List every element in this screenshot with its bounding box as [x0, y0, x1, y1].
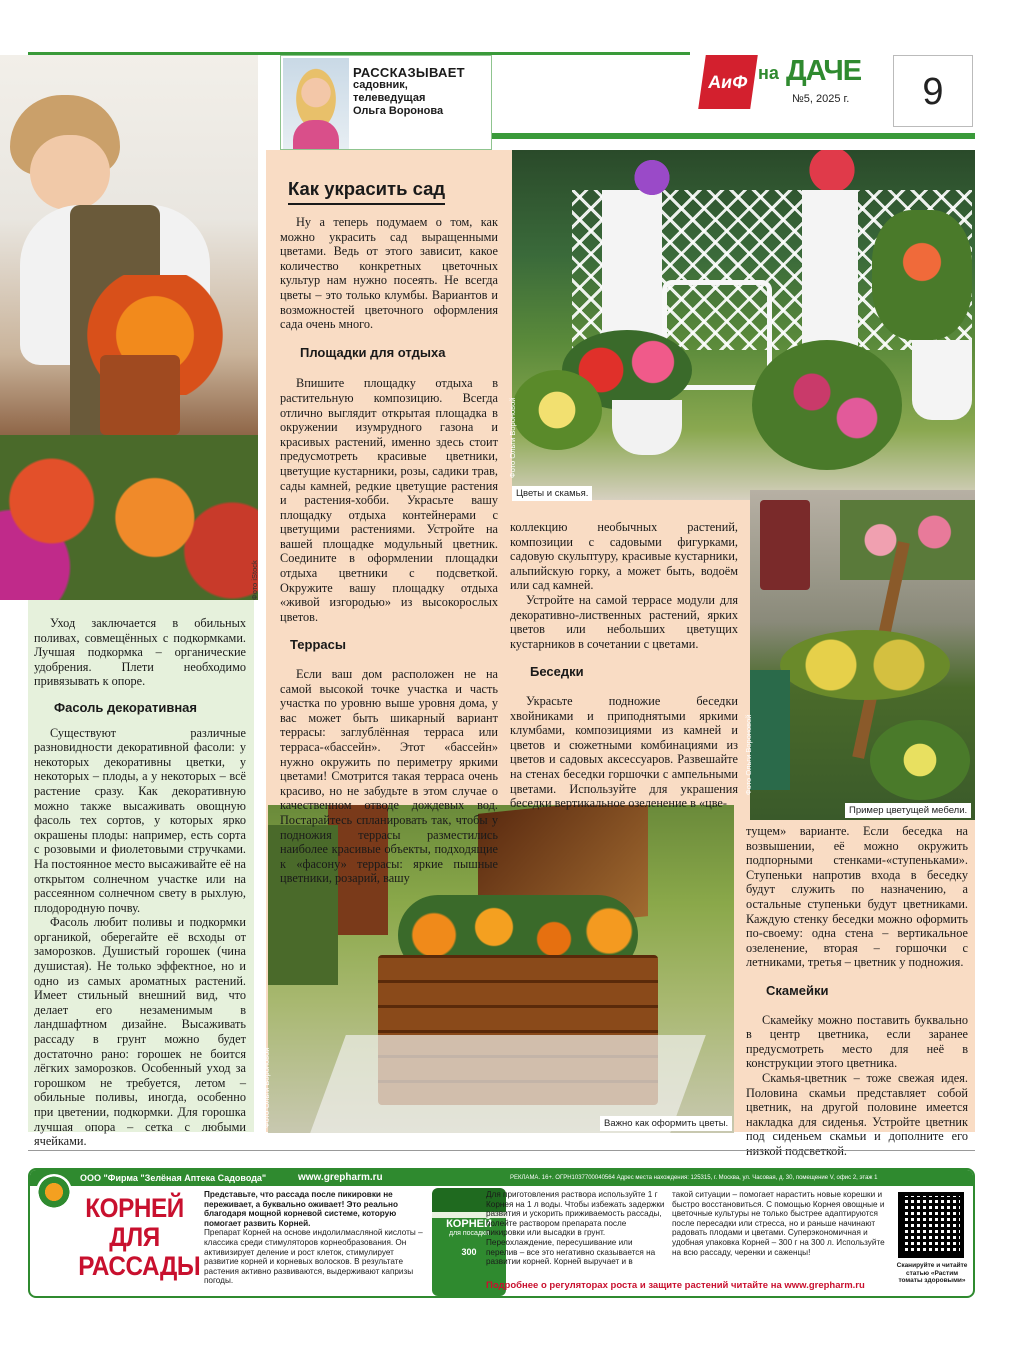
left-column-text	[34, 616, 246, 1149]
issue-number: №5, 2025 г.	[792, 93, 850, 105]
ad-company: ООО "Фирма "Зелёная Аптека Садовода"	[80, 1173, 267, 1183]
ad-box	[28, 1168, 975, 1298]
article-bench-text2: Скамья-цветник – тоже свежая идея. Половина скамьи представляет собой цветник, на другой половине имеется накладка для сиденья. Устройте цветник под сиденьем скамьи и дополните его	[746, 1070, 968, 1144]
left-p2: Фасоль любит поливы и подкормки органикой, оберегайте её всходы от заморозков. Душистый горошек (чина душистая). Не только эффектное, но и одно из самых ароматных растений. Имеет стильный внешний вид, что делает его незаменимым в ландшафтном дизайне. Высаживать рассаду в грунт можно будет достаточно рано: горошек не боится лёгких заморозков. Особенный уход за горошком не требуется, летом – обильные поливы, иногда, особенно при цветении, подкормки. Для горошка лучшая опора – сетка с любыми ячейками.	[34, 915, 246, 1149]
ad-headline-2: ДЛЯ	[109, 1222, 160, 1252]
left-heading: Фасоль декоративная	[54, 699, 197, 715]
ad-jar-weight: 300	[461, 1247, 477, 1257]
left-p1: Существуют различные разновидности декоративной фасоли: у некоторых декоративны цветки, у некоторых – плоды, а у некоторых – всё растение сразу. Как декоративную можно также высаживать овощную фасоль тех сортов, у которых ярко окрашены плоды: например, есть сорта с розовыми и фиолетовыми стручками. На постоянное место высаживайте её на открытом солнечном участке или на рассеянном солнечном свету в рыхлую, плодородную почву.	[34, 725, 246, 915]
heading-arbors: Беседки	[530, 664, 584, 680]
article-col3	[746, 824, 968, 1158]
logo-aif: АиФ	[698, 55, 758, 109]
article-col1	[280, 178, 498, 886]
article-col3a: коллекцию необычных растений, композиции с садовыми фигурками, садовую скульптуру, красивые кустарники, альпийскую горку, а может быть, водоём или сад камней.	[510, 520, 738, 593]
article-terrace-text: Если ваш дом расположен не на самой высокой точке участка и часть участка по уровню выше уровня дома, у вас может быть шикарный вариант террасы: заглублённая терраса или терраса-«бассейн». Этот «бассейн» нужно окружить по периметру яркими цветами! Смотрится такая терраса очень красиво, но не забудьте в этом случае о качественном отводе дождевых вод. Постарайтесь спланировать так, чтобы у подножия террасы разместились наиболее красивые объекты, подходящие к «фасону» террасы: яркие пышные цветники, розарий, вашу	[280, 667, 498, 886]
article-col3b: Устройте на самой террасе модули для декоративно-лиственных растений, ярких цветов или небольших цветущих кустарников в сочетании с цветами.	[510, 592, 738, 651]
chest-photo-caption: Важно как оформить цветы.	[600, 1116, 732, 1131]
gardener-photo	[0, 55, 258, 600]
heading-benches: Скамейки	[766, 982, 829, 998]
bench-photo-caption: Цветы и скамья.	[512, 486, 592, 501]
left-intro: Уход заключается в обильных поливах, совмещённых с подкормками. Лучшая подкормка – органические удобрения. Плети необходимо привязывать к опоре.	[34, 616, 246, 689]
logo	[700, 55, 885, 115]
heading-rest-areas: Площадки для отдыха	[300, 344, 446, 360]
article-intro: Ну а теперь подумаем о том, как можно украсить сад выращенными цветами. Ведь от этого зависит, какое количество конкретных цветочных культур нам нужно посеять. Не всегда цветы – это только клумбы. Вариантов и возможностей цветочного оформления сада очень много.	[280, 215, 498, 332]
gardener-photo-credit: Фото iStock	[250, 560, 259, 600]
page-number: 9	[893, 55, 973, 127]
ad-col1-bold: Представьте, что рассада после пикировки не переживает, а буквально оживает! Это реально благодаря мощной корневой системе, которую помогает развить Корней.	[204, 1190, 398, 1228]
qr-code-icon[interactable]	[898, 1192, 964, 1258]
header-bottom-rule	[492, 133, 975, 139]
ad-site-top[interactable]: www.grepharm.ru	[298, 1172, 383, 1183]
chair-photo-credit: Фото Ольги Вороновой	[744, 714, 753, 795]
ad-col3: такой ситуации – помогает нарастить новые корешки и быстро восстановиться. С помощью Корнея овощные и цветочные культуры не только быстрее адаптируются после пересадки или стресса, но и раньше начинают радовать плодами и цветами. Суперэкономичная и удобная упаковка Корней – 300 г на 300 л. Используйте на всю рассаду, черенки и саженцы!	[672, 1190, 885, 1257]
ad-brand-icon	[36, 1174, 72, 1210]
ad-col1	[204, 1190, 426, 1286]
heading-terraces: Террасы	[290, 637, 346, 653]
narrator-box	[280, 55, 492, 150]
narrator-label: РАССКАЗЫВАЕТ	[353, 65, 465, 80]
logo-na: на	[758, 63, 779, 83]
article-rest-text: Впишите площадку отдыха в растительную композицию. Всегда отлично выглядит открытая площадка в окружении изумрудного газона и красивых растений, именно здесь стоит предусмотреть красивые цветники, цветущие кустарники, розы, садики трав, сады камней, редкие цветущие растения и растения-хобби. Украсьте вашу площадку отдыха контейнерами с цветущими растениями. Устройте на вашей площадке модульный цветник. Соедините в оформлении площадки отдыха цветники с подсветкой. Окружите вашу площадку отдыха «живой изгородью» из высокорослых цветов.	[280, 376, 498, 624]
ad-headline-3: РАССАДЫ	[78, 1251, 201, 1281]
ad-jar-sub: для посадки	[448, 1230, 490, 1237]
article-col4a: тущем» варианте. Если беседка на возвышении, её можно окружить подпорными стенками-«ступеньками». Ступеньки напротив входа в беседку будут служить по назначению, а остальные ступеньки будут цветниками. Каждую стенку беседки можно оформить по-своему: одна стена – вертикальное озеленение, вторая – горшочки с летниками, третья – цветник у подножия.	[746, 824, 968, 970]
ad-footer-link[interactable]: Подробнее о регуляторах роста и защите растений читайте на www.grepharm.ru	[486, 1280, 865, 1291]
chair-photo-caption: Пример цветущей мебели.	[845, 803, 971, 818]
narrator-line1: садовник,	[353, 79, 408, 91]
chest-photo-credit: Фото Ольги Вороновой	[262, 1047, 271, 1128]
article-arbors-text: Украсьте подножие беседки хвойниками и приподнятыми яркими клумбами, композициями из камней и цветов и сюжетными комбинациями из цветов и садовых аксессуаров. Развешайте на стенах беседки горшочки с ампельными цветами. Используйте для украшения беседки вертикальное озеленение в «цве-	[510, 693, 738, 811]
ad-col2: Для приготовления раствора используйте 1 г Корнея на 1 л воды. Чтобы избежать задержки развития и ускорить приживаемость рассады, полейте раствором препарата после пикировки или высадки в грунт. Переохлаждение, пересушивание или перелив – все это негативно сказывается на развитии корней. Корней выручает и в	[486, 1190, 665, 1267]
bench-photo	[512, 150, 975, 500]
ad-col1-text: Препарат Корней на основе индолилмасляной кислоты – классика среди стимуляторов корнеобразования. Он активизирует деление и рост клеток, стимулирует развитие корней и корневых волосков. В результате растения активно развиваются, выдерживают капризы погоды.	[204, 1228, 423, 1286]
article-bench-text1: Скамейку можно поставить буквально в центр цветника, если заранее предусмотреть место для неё в конструкции этого цветника.	[746, 1012, 968, 1071]
ad-legal: РЕКЛАМА. 16+. ОГРН1037700040564 Адрес места нахождения: 125315, г. Москва, ул. Часовая, д. 30, помещение V, офис 2, этаж 1	[510, 1175, 878, 1181]
ad-headline-1: КОРНЕЙ	[85, 1193, 184, 1223]
narrator-name: Ольга Воронова	[353, 105, 444, 117]
ad-headline	[78, 1193, 201, 1281]
bench-photo-credit: Фото Ольги Вороновой	[508, 397, 517, 478]
logo-dache: ДАЧЕ	[786, 55, 862, 87]
ad-jar-brand: КОРНЕЙ	[446, 1218, 492, 1230]
article-title: Как украсить сад	[288, 178, 445, 205]
ad-top-rule	[28, 1150, 975, 1151]
article-col2	[510, 520, 738, 811]
narrator-line2: телеведущая	[353, 92, 426, 104]
ad-header-bar	[30, 1170, 973, 1186]
chair-photo	[750, 490, 975, 820]
narrator-portrait	[283, 58, 349, 149]
qr-caption: Сканируйте и читайте статью «Растим томаты здоровыми»	[896, 1262, 968, 1284]
